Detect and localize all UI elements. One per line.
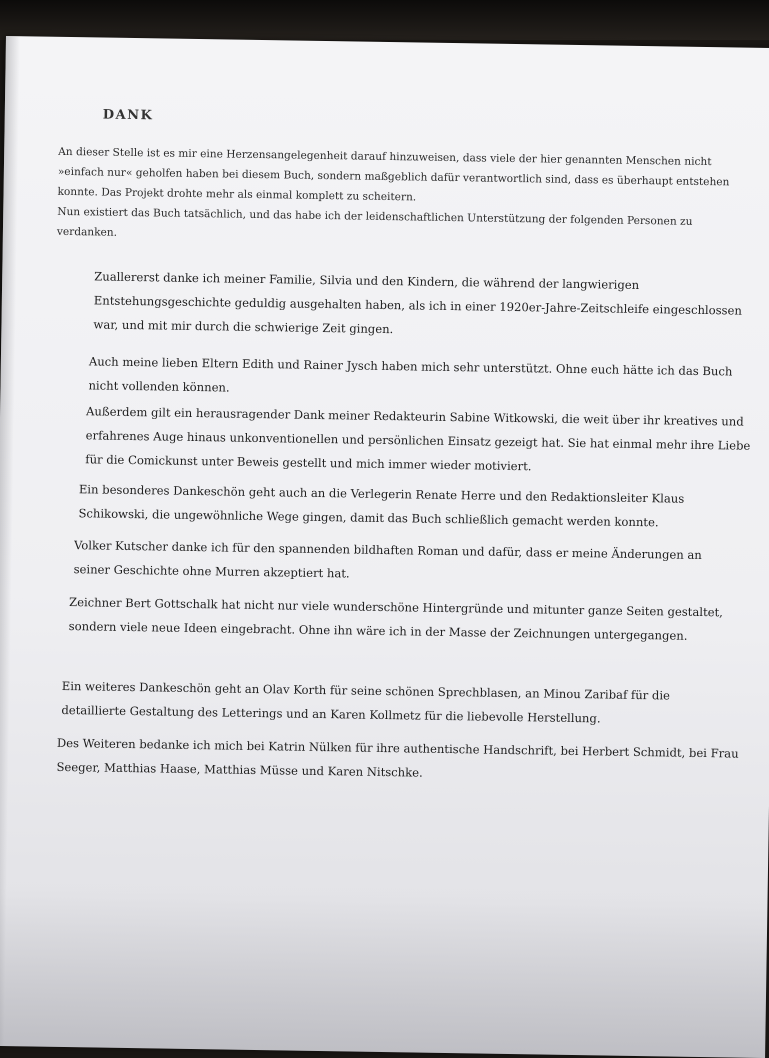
thanks-paragraph: Des Weiteren bedanke ich mich bei Katrin Nülken für ihre authentische Handschrift, bei Herbert Schmidt, bei Frau Seeger, Matthias Haase, Matthias Müsse und Karen Nitschke.	[56, 735, 739, 780]
book-page	[0, 36, 769, 1058]
intro-paragraph: An dieser Stelle ist es mir eine Herzensangelegenheit darauf hinzuweisen, dass viele der hier genannten Menschen nicht »einfach nur« geholfen haben bei diesem Buch, sondern maßgeblich dafür verantwortlich sind, dass es überhaupt entstehen konnte. Das Projekt drohte mehr als einmal komplett zu scheitern.	[57, 145, 730, 204]
page-bottom-shading	[0, 886, 768, 1058]
intro-paragraph: Nun existiert das Buch tatsächlich, und das habe ich der leidenschaftlichen Unterstützung der folgenden Personen zu verdanken.	[56, 205, 693, 239]
thanks-paragraph: Auch meine lieben Eltern Edith und Rainer Jysch haben mich sehr unterstützt. Ohne euch hätte ich das Buch nicht vollenden können.	[88, 354, 733, 395]
thanks-paragraph: Außerdem gilt ein herausragender Dank meiner Redakteurin Sabine Witkowski, die weit über ihr kreatives und erfahrenes Auge hinaus unkonventionellen und persönlichen Einsatz gezeigt hat. Sie hat einmal mehr ihre Liebe für die Comickunst unter Beweis gestellt und mich immer wieder motiviert.	[85, 404, 751, 474]
thanks-paragraph: Ein weiteres Dankeschön geht an Olav Korth für seine schönen Sprechblasen, an Minou Zaribaf für die detaillierte Gestaltung des Letterings und an Karen Kollmetz für die liebevolle Herstellung.	[61, 678, 671, 726]
dark-background-edge	[0, 0, 769, 40]
thanks-paragraph: Zuallererst danke ich meiner Familie, Silvia und den Kindern, die während der langwierigen Entstehungsgeschichte geduldig ausgehalten haben, als ich in einer 1920er-Jahre-Zeitschleife eingeschlossen war, und mit mir durch die schwierige Zeit gingen.	[93, 269, 742, 337]
page-heading: DANK	[102, 107, 154, 124]
thanks-paragraph: Ein besonderes Dankeschön geht auch an die Verlegerin Renate Herre und den Redaktionsleiter Klaus Schikowski, die ungewöhnliche Wege gingen, damit das Buch schließlich gemacht werden konnte.	[78, 482, 685, 530]
thanks-paragraph: Volker Kutscher danke ich für den spannenden bildhaften Roman und dafür, dass er meine Änderungen an seiner Geschichte ohne Murren akzeptiert hat.	[73, 538, 702, 581]
thanks-paragraph: Zeichner Bert Gottschalk hat nicht nur viele wunderschöne Hintergründe und mitunter ganze Seiten gestaltet, sondern viele neue Ideen eingebracht. Ohne ihn wäre ich in der Masse der Zeichnungen untergegangen.	[68, 595, 723, 643]
intro-section	[57, 142, 746, 253]
